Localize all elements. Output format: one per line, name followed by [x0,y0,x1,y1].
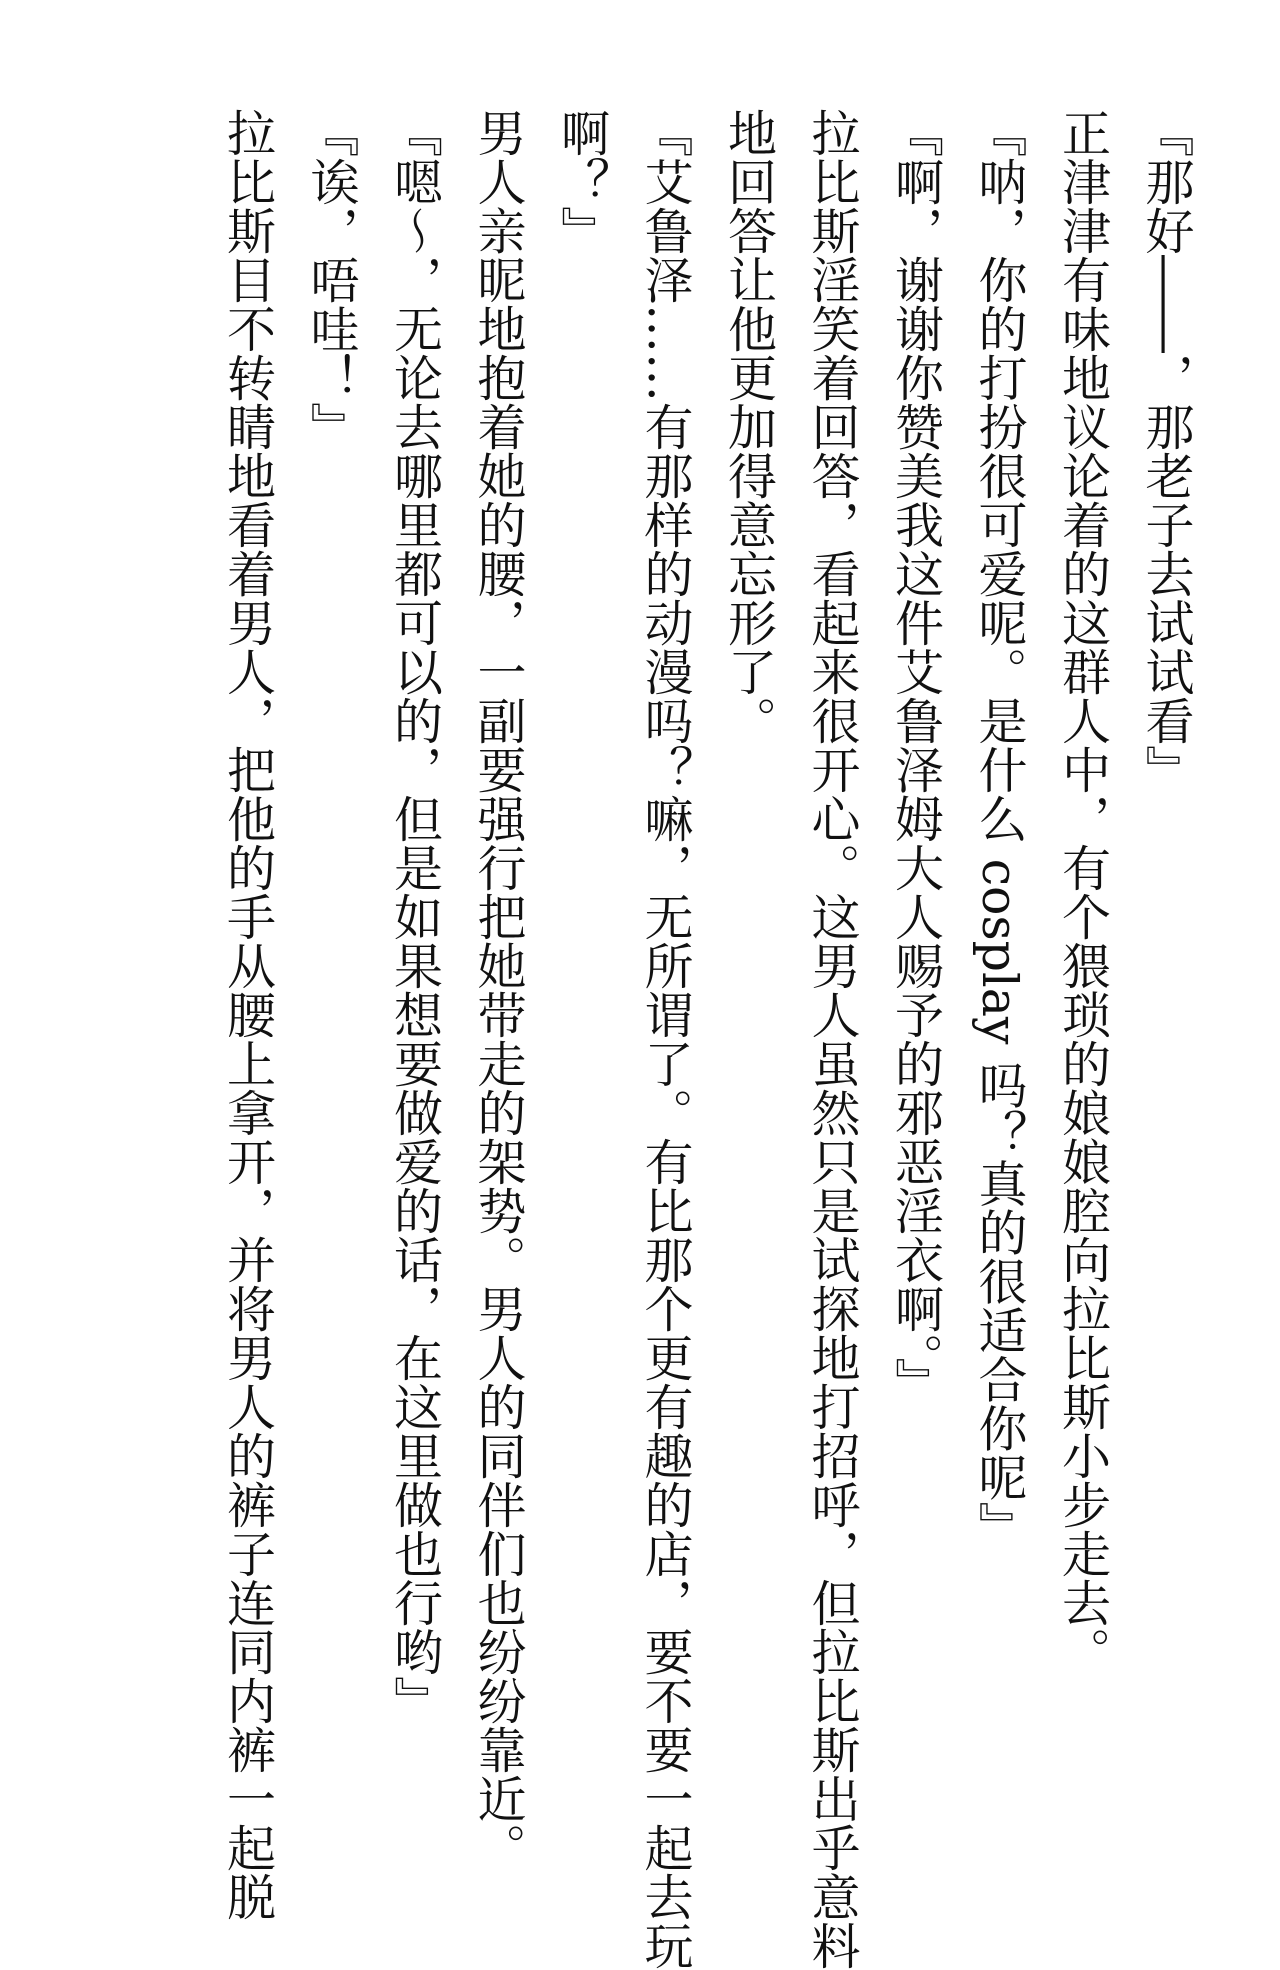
text-line-5: 拉比斯淫笑着回答，看起来很开心。这男人虽然只是试探地打招呼，但拉比斯出乎意料 [804,108,861,1970]
text-line-12: 拉比斯目不转睛地看着男人，把他的手从腰上拿开，并将男人的裤子连同内裤一起脱 [219,108,277,1921]
text-line-3: 『呐，你的打扮很可爱呢。是什么 cosplay 吗？真的很适合你呢』 [971,108,1028,1551]
text-line-6: 地回答让他更加得意忘形了。 [720,108,778,745]
text-line-4: 『啊，谢谢你赞美我这件艾鲁泽姆大人赐予的邪恶淫衣啊。』 [887,108,945,1407]
text-line-10: 『嗯～，无论去哪里都可以的，但是如果想要做爱的话，在这里做也行哟』 [386,108,444,1725]
text-line-1: 『那好――，那老子去试试看』 [1138,108,1195,794]
text-line-7: 『艾鲁泽……有那样的动漫吗？嘛，无所谓了。有比那个更有趣的店，要不要一起去玩 [637,108,694,1970]
text-line-11: 『诶，唔哇！』 [303,108,360,451]
text-line-9: 男人亲昵地抱着她的腰，一副要强行把她带走的架势。男人的同伴们也纷纷靠近。 [470,108,527,1872]
text-line-2: 正津津有味地议论着的这群人中，有个猥琐的娘娘腔向拉比斯小步走去。 [1054,108,1112,1676]
text-line-8: 啊？』 [553,108,611,255]
vertical-text-body [206,108,1208,1970]
